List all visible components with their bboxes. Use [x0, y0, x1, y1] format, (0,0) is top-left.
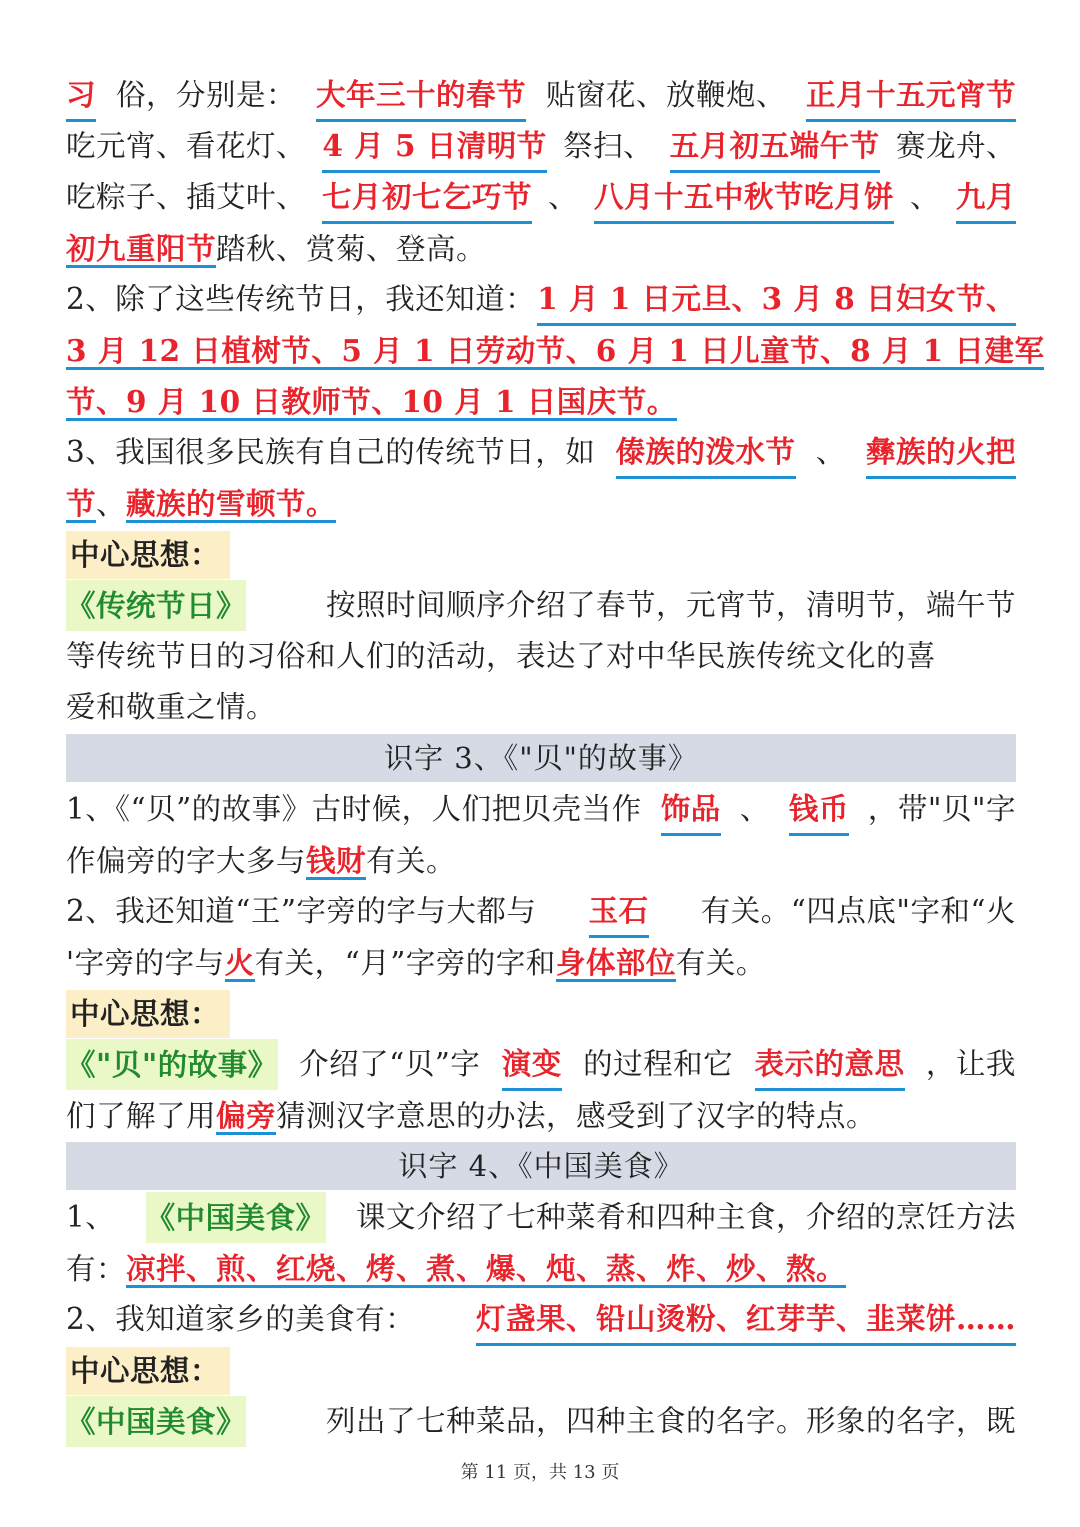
- highlighted-text: 五月初五端午节: [670, 120, 880, 173]
- highlighted-text: 灯盏果、铅山烫粉、红芽芋、韭菜饼……: [476, 1293, 1016, 1346]
- highlighted-text: 七月初七乞巧节: [322, 171, 532, 224]
- text-line: [66, 1294, 1016, 1345]
- body-text: 2、除了这些传统节日，我还知道：: [66, 282, 536, 316]
- body-text: 吃粽子、插艾叶、: [66, 180, 307, 214]
- lesson-title: 《中国美食》: [146, 1192, 326, 1243]
- highlighted-text: 3 月 12 日植树节、5 月 1 日劳动节、6 月 1 日儿童节、8 月 1 日建军: [66, 333, 1045, 368]
- body-text: 2、我还知道“王”字旁的字与大都与: [66, 894, 537, 928]
- lesson-title: 《"贝"的故事》: [66, 1039, 278, 1090]
- highlighted-text: 偏旁: [216, 1098, 277, 1133]
- body-text: 有关，“月”字旁的字和: [254, 946, 556, 980]
- body-text: 有关。: [366, 844, 457, 878]
- body-text: 有关。“四点底"字和“火: [700, 894, 1016, 928]
- highlighted-text: 傣族的泼水节: [616, 426, 796, 479]
- highlighted-text: 节: [66, 486, 97, 521]
- text-line: [66, 682, 1016, 733]
- body-text: 吃元宵、看花灯、: [66, 129, 307, 163]
- text-line: [66, 886, 1016, 937]
- text-line: [66, 172, 1016, 223]
- lesson-title: 《中国美食》: [66, 1396, 246, 1447]
- body-text: 、: [815, 435, 846, 469]
- heading-line: [66, 988, 1016, 1039]
- highlighted-text: 4 月 5 日清明节: [322, 120, 546, 173]
- highlighted-text: 习: [66, 69, 96, 122]
- heading-line: [66, 529, 1016, 580]
- body-text: 按照时间顺序介绍了春节，元宵节，清明节，端午节: [325, 588, 1016, 622]
- body-text: 、: [909, 180, 940, 214]
- text-line: [66, 580, 1016, 631]
- body-text: 3、我国很多民族有自己的传统节日，如: [66, 435, 596, 469]
- highlighted-text: 节、9 月 10 日教师节、10 月 1 日国庆节。: [66, 384, 677, 419]
- body-text: 1、: [66, 1200, 116, 1234]
- highlighted-text: 表示的意思: [755, 1038, 905, 1091]
- body-text: 介绍了“贝”字: [299, 1047, 481, 1081]
- highlighted-text: 初九重阳节: [66, 231, 217, 266]
- body-text: 、: [739, 792, 770, 826]
- body-text: 的过程和它: [583, 1047, 734, 1081]
- highlighted-text: 九月: [956, 171, 1016, 224]
- section-title: 识字 3、《"贝"的故事》: [66, 734, 1016, 782]
- highlighted-text: 1 月 1 日元旦、3 月 8 日妇女节、: [537, 273, 1016, 326]
- highlighted-text: 钱币: [789, 783, 849, 836]
- body-text: 列出了七种菜品，四种主食的名字。形象的名字，既: [325, 1404, 1016, 1438]
- body-text: 2、我知道家乡的美食有：: [66, 1302, 416, 1336]
- highlighted-text: 彝族的火把: [866, 426, 1016, 479]
- body-text: 有：: [66, 1252, 127, 1286]
- text-line: [66, 274, 1016, 325]
- text-line: [66, 631, 1016, 682]
- body-text: 、: [96, 487, 127, 521]
- body-text: ，带"贝"字: [867, 792, 1016, 826]
- main-idea-label: 中心思想：: [66, 531, 230, 579]
- heading-line: [66, 1345, 1016, 1396]
- text-line: [66, 376, 1016, 427]
- main-idea-label: 中心思想：: [66, 1347, 230, 1395]
- page-number: 第 11 页，共 13 页: [460, 1462, 620, 1483]
- text-line: [66, 121, 1016, 172]
- body-text: 俗，分别是：: [115, 78, 296, 112]
- body-text: 爱和敬重之情。: [66, 690, 277, 724]
- highlighted-text: 八月十五中秋节吃月饼: [594, 171, 894, 224]
- body-text: 有关。: [675, 946, 766, 980]
- body-text: 踏秋、赏菊、登高。: [216, 232, 487, 266]
- lesson-title: 《传统节日》: [66, 580, 246, 631]
- body-text: 们了解了用: [66, 1099, 217, 1133]
- highlighted-text: 藏族的雪顿节。: [126, 486, 337, 521]
- body-text: 贴窗花、放鞭炮、: [545, 78, 786, 112]
- text-line: [66, 70, 1016, 121]
- body-text: 等传统节日的习俗和人们的活动，表达了对中华民族传统文化的喜: [66, 639, 937, 673]
- text-line: [66, 937, 1016, 988]
- text-line: [66, 223, 1016, 274]
- text-line: [66, 1039, 1016, 1090]
- highlighted-text: 凉拌、煎、红烧、烤、煮、爆、炖、蒸、炸、炒、熬。: [126, 1251, 847, 1286]
- text-line: [66, 427, 1016, 478]
- section-title: 识字 4、《中国美食》: [66, 1142, 1016, 1190]
- main-idea-label: 中心思想：: [66, 990, 230, 1038]
- body-text: 祭扫、: [563, 129, 654, 163]
- page-content: [66, 70, 1045, 1447]
- body-text: ，让我: [925, 1047, 1016, 1081]
- highlighted-text: 身体部位: [555, 945, 676, 980]
- highlighted-text: 火: [224, 945, 255, 980]
- highlighted-text: 玉石: [589, 885, 649, 938]
- body-text: 作偏旁的字大多与: [66, 844, 307, 878]
- text-line: [66, 1090, 1016, 1141]
- highlighted-text: 饰品: [661, 783, 721, 836]
- text-line: [66, 1396, 1016, 1447]
- body-text: 1、《“贝”的故事》古时候，人们把贝壳当作: [66, 792, 642, 826]
- text-line: [66, 835, 1016, 886]
- body-text: 赛龙舟、: [895, 129, 1016, 163]
- text-line: [66, 1243, 1016, 1294]
- text-line: [66, 325, 1045, 376]
- highlighted-text: 演变: [502, 1038, 562, 1091]
- highlighted-text: 大年三十的春节: [316, 69, 526, 122]
- highlighted-text: 钱财: [306, 843, 367, 878]
- text-line: [66, 784, 1016, 835]
- body-text: 猜测汉字意思的办法，感受到了汉字的特点。: [276, 1099, 877, 1133]
- highlighted-text: 正月十五元宵节: [806, 69, 1016, 122]
- text-line: [66, 1192, 1016, 1243]
- body-text: '字旁的字与: [66, 946, 225, 980]
- body-text: 课文介绍了七种菜肴和四种主食，介绍的烹饪方法: [355, 1200, 1016, 1234]
- text-line: [66, 478, 1016, 529]
- body-text: 、: [547, 180, 578, 214]
